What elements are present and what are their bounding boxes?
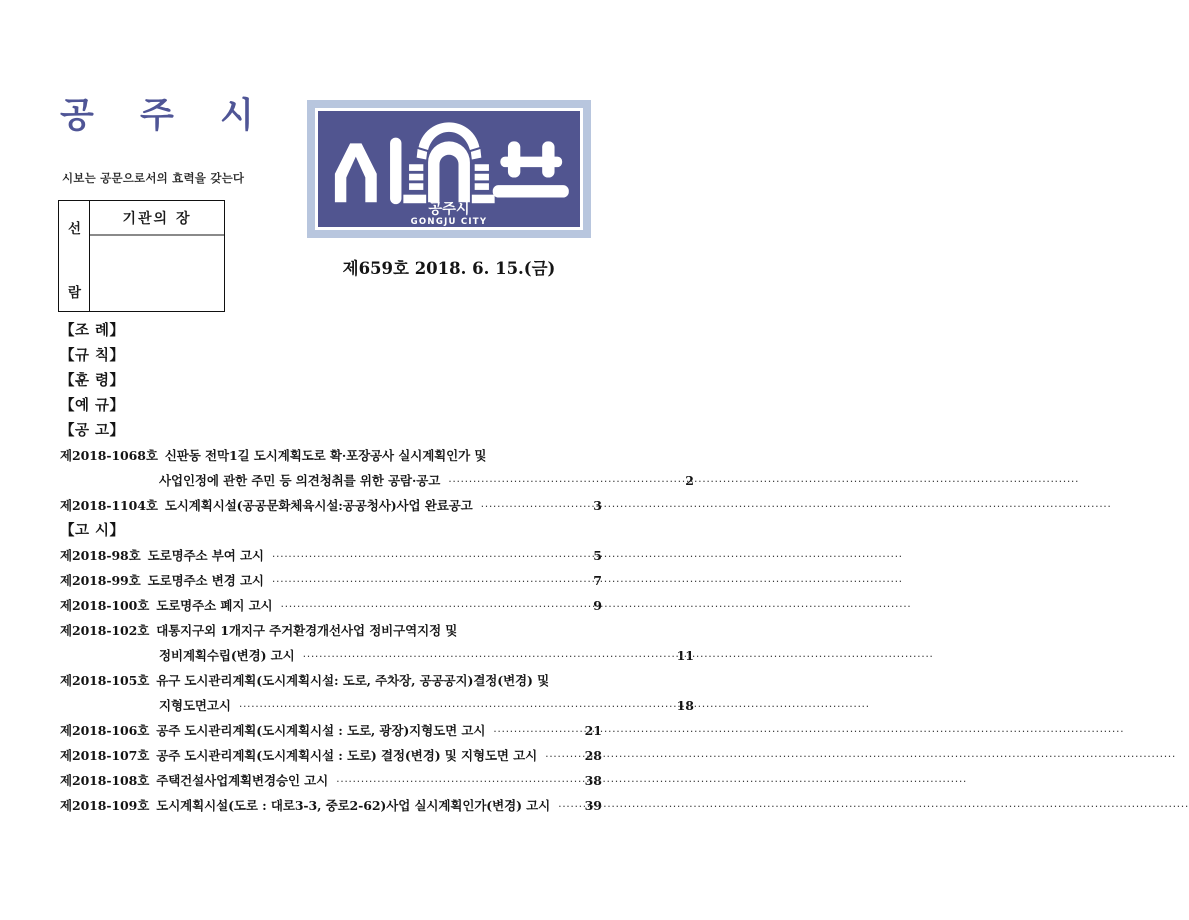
toc-page-number: 2: [685, 473, 694, 488]
table-of-contents: [0, 318, 694, 818]
toc-entry-number: 제2018-100호: [60, 598, 150, 613]
toc-entry-number: 제2018-99호: [60, 573, 141, 588]
dot-leader: [281, 598, 574, 610]
toc-entry[interactable]: [60, 793, 602, 818]
toc-page-number: 21: [584, 723, 602, 738]
approval-label-bottom: 람: [67, 285, 82, 301]
toc-entry-line: [60, 768, 602, 793]
toc-entry-number: 제2018-109호: [60, 798, 150, 813]
toc-entry-line: [60, 493, 602, 518]
toc-entry-title: 신판동 전막1길 도시계획도로 확·포장공사 실시계획인가 및: [164, 448, 487, 463]
toc-entry[interactable]: [60, 768, 602, 793]
dot-leader: [448, 473, 666, 485]
toc-entry-line: [60, 568, 602, 593]
section-heading: 【예 규】: [60, 397, 125, 414]
toc-page-number: 38: [584, 773, 602, 788]
toc-page-number: 28: [584, 748, 602, 763]
dot-leader: [239, 698, 666, 710]
toc-entry-number: 제2018-1104호: [60, 498, 158, 513]
toc-entry-number: 제2018-102호: [60, 623, 150, 638]
toc-entry-line: [60, 468, 694, 493]
toc-page-number: 9: [593, 598, 602, 613]
section-heading: 【고 시】: [60, 522, 125, 539]
gazette-emblem: [307, 100, 591, 238]
dot-leader: [481, 498, 574, 510]
toc-entry-line: [60, 693, 694, 718]
emblem-city-korean: 공주시: [428, 201, 470, 218]
toc-entry-title: 대통지구외 1개지구 주거환경개선사업 정비구역지정 및: [156, 623, 458, 638]
toc-entry-title: 도시계획시설(도로 : 대로3-3, 중로2-62)사업 실시계획인가(변경) 고시: [156, 798, 551, 813]
dot-leader: [336, 773, 574, 785]
issue-line: 제659호 2018. 6. 15.(금): [342, 259, 556, 278]
approval-header: [90, 201, 224, 236]
toc-entry[interactable]: [60, 718, 602, 743]
dot-leader: [303, 648, 666, 660]
dot-leader: [272, 573, 574, 585]
toc-entry-number: 제2018-98호: [60, 548, 141, 563]
toc-entry-title: 공주 도시관리계획(도시계획시설 : 도로, 광장)지형도면 고시: [156, 723, 486, 738]
emblem-city-english: GONGJU CITY: [410, 217, 488, 228]
dot-leader: [272, 548, 574, 560]
toc-entry-title: 도로명주소 변경 고시: [147, 573, 264, 588]
toc-entry[interactable]: [60, 568, 602, 593]
toc-entry-line: [60, 618, 602, 643]
dot-leader: [493, 723, 574, 735]
toc-page-number: 5: [593, 548, 602, 563]
section-heading: 【규 칙】: [60, 347, 125, 364]
toc-entry-title: 주택건설사업계획변경승인 고시: [156, 773, 329, 788]
toc-entry-number: 제2018-106호: [60, 723, 150, 738]
toc-entry-number: 제2018-107호: [60, 748, 150, 763]
dot-leader: [558, 798, 574, 810]
toc-page-number: 11: [676, 648, 694, 663]
section-heading: 【공 고】: [60, 422, 125, 439]
toc-entry[interactable]: [60, 443, 694, 493]
toc-entry-title: 도로명주소 폐지 고시: [156, 598, 273, 613]
section-heading: 【조 례】: [60, 322, 125, 339]
toc-entry[interactable]: [60, 618, 694, 668]
approval-stamp-box: [58, 200, 225, 312]
toc-page-number: 3: [593, 498, 602, 513]
toc-page-number: 18: [676, 698, 694, 713]
toc-entry-line: [60, 793, 602, 818]
toc-entry-title: 도로명주소 부여 고시: [147, 548, 264, 563]
toc-entry-line: [60, 718, 602, 743]
toc-entry[interactable]: [60, 593, 602, 618]
toc-entry-line: [60, 593, 602, 618]
toc-entry[interactable]: [60, 493, 602, 518]
toc-entry[interactable]: [60, 743, 602, 768]
toc-entry-title: 유구 도시관리계획(도시계획시설: 도로, 주차장, 공공공지)결정(변경) 및: [156, 673, 550, 688]
gongju-arch-gate-icon: [318, 111, 580, 227]
dot-leader: [545, 748, 574, 760]
toc-entry[interactable]: [60, 543, 602, 568]
approval-signature-area: [90, 236, 224, 311]
gazette-emblem-inner: [315, 108, 583, 230]
toc-entry-number: 제2018-1068호: [60, 448, 158, 463]
masthead: [0, 0, 650, 320]
toc-entry-line: [60, 443, 602, 468]
approval-label-top: 선: [67, 221, 82, 237]
toc-page-number: 39: [584, 798, 602, 813]
toc-entry-line: [60, 668, 602, 693]
tagline: 시보는 공문으로서의 효력을 갖는다: [62, 171, 245, 185]
toc-entry-title: 공주 도시관리계획(도시계획시설 : 도로) 결정(변경) 및 지형도면 고시: [156, 748, 538, 763]
toc-entry-title: 사업인정에 관한 주민 등 의견청취를 위한 공람·공고: [159, 473, 441, 488]
toc-entry-line: [60, 643, 694, 668]
toc-entry-title: 정비계획수립(변경) 고시: [159, 648, 295, 663]
toc-entry-line: [60, 543, 602, 568]
toc-entry-title: 지형도면고시: [159, 698, 231, 713]
toc-entry-number: 제2018-108호: [60, 773, 150, 788]
section-heading: 【훈 령】: [60, 372, 125, 389]
approval-header-label: 기관의 장: [122, 210, 192, 227]
toc-entry-title: 도시계획시설(공공문화체육시설:공공청사)사업 완료공고: [164, 498, 473, 513]
toc-entry-line: [60, 743, 602, 768]
toc-page-number: 7: [593, 573, 602, 588]
approval-label-column: [59, 201, 90, 311]
toc-entry[interactable]: [60, 668, 694, 718]
toc-entry-number: 제2018-105호: [60, 673, 150, 688]
page-title: 공 주 시: [60, 95, 271, 136]
